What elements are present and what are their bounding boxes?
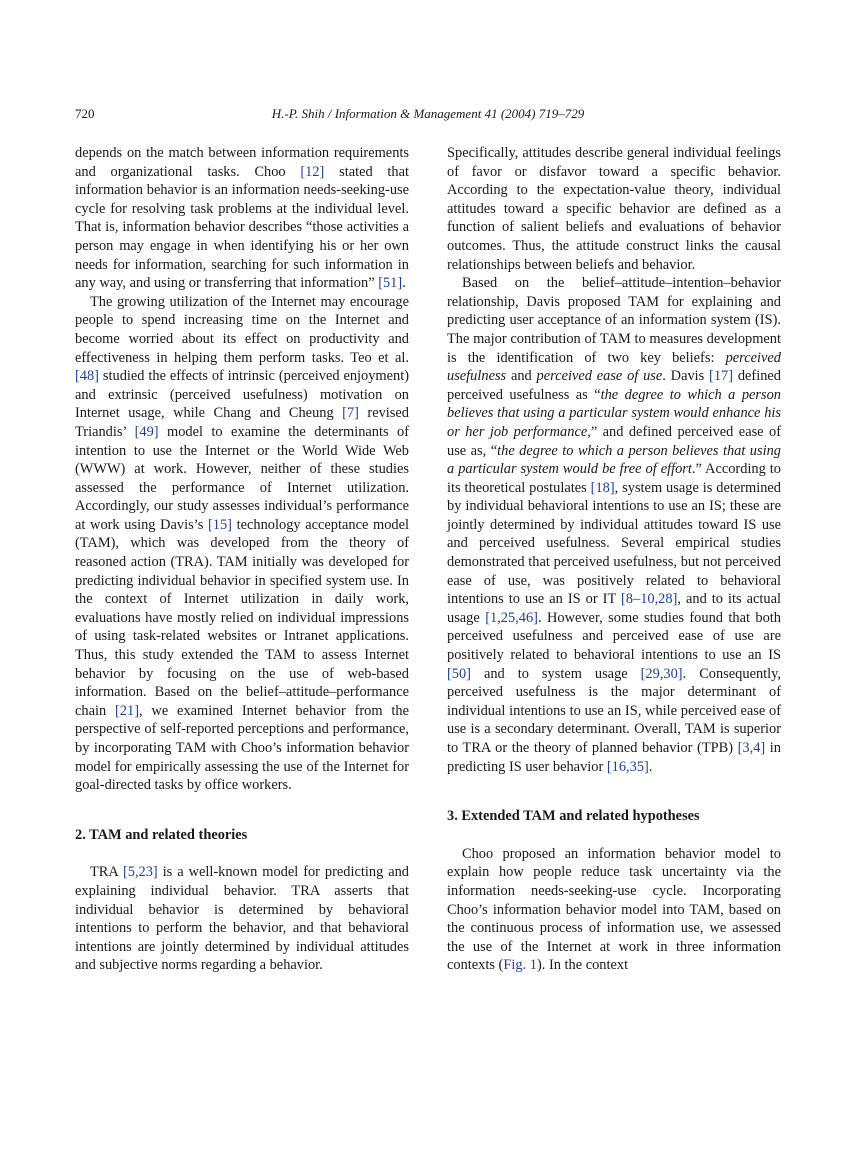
citation-link[interactable]: [49] [134, 423, 159, 440]
paragraph-left-3: TRA [5,23] is a well-known model for predicting and explaining individual behavior. TRA asserts that individual behavior is determined by behavioral intentions to perform the behavior, and that behavioral intentions are jointly determined by individual attitudes and subjective norms regarding a behavior. [75, 864, 410, 974]
citation-link[interactable]: [7] [342, 405, 359, 422]
section-heading: 2. TAM and related theories [75, 826, 248, 843]
left-column [75, 144, 409, 975]
citation-link[interactable]: [15] [207, 516, 232, 533]
citation-link[interactable]: [17] [709, 368, 734, 385]
figure-link[interactable]: Fig. 1 [503, 957, 537, 974]
citation-link[interactable]: [18] [590, 479, 615, 496]
running-title: H.-P. Shih / Information & Management 41 (2004) 719–729 [271, 106, 585, 121]
paragraph-left-2: The growing utilization of the Internet may encourage people to spend increasing time on the Internet and become worried about its effect on productivity and effectiveness in helping them perform tasks. Teo et al. [48] studied the effects of intrinsic (perceived enjoyment) and extrinsic (perceived usefulness) motivation on Internet usage, while Chang and Cheung [7] revised Triandis’ [49] model to examine the determinants of intention to use the Internet or the World Wide Web (WWW) at work. However, neither of these studies assessed the performance of Internet utilization. Accordingly, our study assesses individual’s performance at work using Davis’s [15] technology acceptance model (TAM), which was developed from the theory of reasoned action (TRA). TAM initially was developed for predicting individual behavior in specified system use. In the context of Internet utilization in daily work, evaluations have mostly relied on individual impressions of using task-related websites or Intranet applications. Thus, this study extended the TAM to assess Internet behavior by focusing on the use of web-based information. Based on the belief–attitude–performance chain [21], we examined Internet behavior from the perspective of self-reported perceptions and performance, by incorporating TAM with Choo’s information behavior model for empirically assessing the use of the Internet for goal-directed tasks by office workers. [75, 293, 409, 794]
paragraph-left-1: depends on the match between information requirements and organizational tasks. Choo [12] stated that information behavior is an information needs-seeking-use cycle for resolving task problems at the individual level. That is, information behavior describes “those activities a person may engage in when identifying his or her own needs for information, searching for such information in any way, and using or transferring that information” [51]. [75, 145, 409, 292]
paragraph-right-3: Choo proposed an information behavior model to explain how people reduce task uncertainty via the information needs-seeking-use cycle. Incorporating Choo’s information behavior model into TAM, based on the continuous process of information use, we assessed the use of the Internet at work in three information contexts (Fig. 1). In the context [447, 845, 781, 974]
citation-link[interactable]: [29,30] [640, 665, 683, 682]
citation-link[interactable]: [50] [447, 665, 471, 682]
paragraph-right-1: Specifically, attitudes describe general individual feelings of favor or disfavor toward a specific behavior. According to the expectation-value theory, individual attitudes toward a specific behavior are defined as a function of salient beliefs and evaluations of behavior outcomes. Thus, the attitude construct links the causal relationships between beliefs and behavior. [447, 145, 781, 273]
page-number: 720 [75, 106, 95, 121]
citation-link[interactable]: [8–10,28] [621, 591, 678, 608]
citation-link[interactable]: [12] [300, 163, 325, 180]
citation-link[interactable]: [5,23] [122, 864, 158, 881]
citation-link[interactable]: [21] [115, 702, 139, 719]
page-header [75, 106, 781, 126]
citation-link[interactable]: [48] [75, 368, 99, 385]
section-heading: 3. Extended TAM and related hypotheses [447, 808, 700, 825]
citation-link[interactable]: [16,35] [606, 758, 649, 775]
citation-link[interactable]: [1,25,46] [485, 609, 538, 626]
paragraph-right-2: Based on the belief–attitude–intention–behavior relationship, Davis proposed TAM for explaining and predicting user acceptance of an information system (IS). The major contribution of TAM to measures development is the identification of two key beliefs: perceived usefulness and perceived ease of use. Davis [17] defined perceived usefulness as “the degree to which a person believes that using a particular system would enhance his or her job performance,” and defined perceived ease of use as, “the degree to which a person believes that using a particular system would be free of effort.” According to its theoretical postulates [18], system usage is determined by individual behavioral intentions to use an IS; these are jointly determined by individual attitudes toward IS use and perceived usefulness. Several empirical studies demonstrated that perceived usefulness, but not perceived ease of use, was positively related to behavioral intentions to use an IS or IT [8–10,28], and to its actual usage [1,25,46]. However, some studies found that both perceived usefulness and perceived ease of use are positively related to behavioral intentions to use an IS [50] and to system usage [29,30]. Consequently, perceived usefulness is the major determinant of individual intentions to use an IS, while perceived ease of use is a secondary determinant. Overall, TAM is superior to TRA or the theory of planned behavior (TPB) [3,4] in predicting IS user behavior [16,35]. [447, 275, 782, 775]
citation-link[interactable]: [3,4] [737, 740, 766, 756]
citation-link[interactable]: [51] [378, 275, 403, 292]
right-column [447, 144, 781, 975]
